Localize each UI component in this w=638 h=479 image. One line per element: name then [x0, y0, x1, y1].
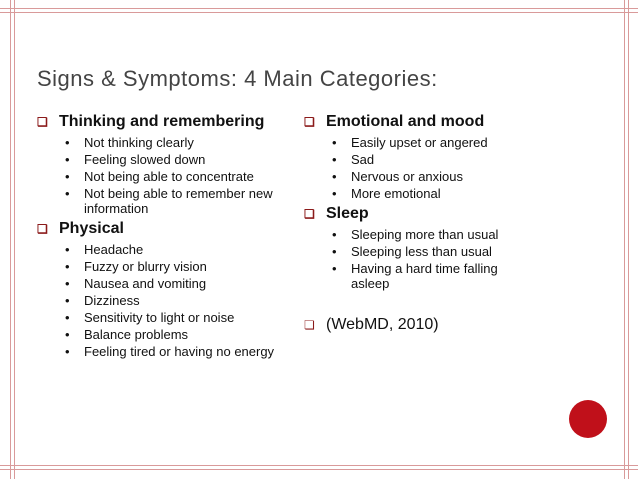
list-item-text: Dizziness — [84, 293, 140, 308]
category-label: Emotional and mood — [326, 113, 485, 130]
bullet-icon: • — [65, 186, 70, 201]
list-item-text: Not being able to remember new information — [84, 186, 273, 216]
list-item — [37, 169, 307, 184]
decorative-red-circle — [569, 400, 607, 438]
bullet-icon: • — [332, 227, 337, 242]
category-label: Sleep — [326, 205, 369, 222]
frame-line-left-outer — [10, 0, 11, 479]
list-item — [304, 261, 531, 291]
category-heading — [37, 112, 307, 131]
list-item — [37, 186, 284, 216]
frame-line-bottom-inner — [0, 469, 638, 470]
slide-title: Signs & Symptoms: 4 Main Categories: — [37, 66, 438, 91]
spacer — [304, 293, 574, 315]
bullet-icon: • — [65, 152, 70, 167]
category-label: Physical — [59, 220, 124, 237]
frame-line-top-outer — [0, 8, 638, 9]
bullet-icon: • — [65, 293, 70, 308]
bullet-icon: • — [65, 344, 70, 359]
left-column — [37, 112, 307, 361]
frame-line-bottom-outer — [0, 465, 638, 466]
list-item-text: Nausea and vomiting — [84, 276, 207, 291]
list-item — [37, 152, 307, 167]
list-item — [37, 344, 279, 359]
list-item — [304, 169, 574, 184]
bullet-icon: • — [332, 261, 337, 276]
list-item-text: Not being able to concentrate — [84, 169, 254, 184]
bullet-icon: • — [65, 310, 70, 325]
list-item — [304, 135, 574, 150]
list-item-text: More emotional — [351, 186, 441, 201]
list-item-text: Having a hard time falling asleep — [351, 261, 498, 291]
frame-line-right-inner — [628, 0, 629, 479]
list-item-text: Sleeping more than usual — [351, 227, 499, 242]
bullet-icon: • — [332, 244, 337, 259]
square-bullet-icon: ❏ — [304, 207, 315, 221]
list-item-text: Feeling tired or having no energy — [84, 344, 275, 359]
list-item-text: Balance problems — [84, 327, 189, 342]
bullet-icon: • — [332, 186, 337, 201]
category-label: Thinking and remembering — [59, 113, 265, 130]
list-item-text: Fuzzy or blurry vision — [84, 259, 207, 274]
list-item — [37, 327, 307, 342]
bullet-icon: • — [65, 276, 70, 291]
list-item — [37, 259, 307, 274]
list-item — [304, 152, 574, 167]
square-bullet-icon: ❏ — [304, 318, 315, 332]
list-item-text: Headache — [84, 242, 144, 257]
category-heading — [37, 219, 307, 238]
list-item — [304, 186, 574, 201]
list-item — [37, 293, 307, 308]
bullet-icon: • — [65, 242, 70, 257]
bullet-icon: • — [65, 327, 70, 342]
list-item — [37, 310, 307, 325]
square-bullet-icon: ❏ — [37, 115, 48, 129]
right-column — [304, 112, 574, 338]
list-item — [37, 242, 307, 257]
frame-line-right-outer — [624, 0, 625, 479]
bullet-icon: • — [332, 152, 337, 167]
bullet-icon: • — [65, 259, 70, 274]
bullet-icon: • — [332, 135, 337, 150]
list-item-text: Not thinking clearly — [84, 135, 194, 150]
square-bullet-icon: ❏ — [304, 115, 315, 129]
category-heading — [304, 204, 574, 223]
citation-text: (WebMD, 2010) — [326, 316, 439, 333]
list-item-text: Sensitivity to light or noise — [84, 310, 235, 325]
list-item-text: Easily upset or angered — [351, 135, 488, 150]
list-item-text: Feeling slowed down — [84, 152, 206, 167]
list-item-text: Sad — [351, 152, 375, 167]
list-item-text: Sleeping less than usual — [351, 244, 492, 259]
list-item — [37, 276, 307, 291]
square-bullet-icon: ❏ — [37, 222, 48, 236]
citation — [304, 315, 574, 334]
frame-line-top-inner — [0, 12, 638, 13]
frame-line-left-inner — [14, 0, 15, 479]
bullet-icon: • — [65, 135, 70, 150]
list-item — [304, 227, 574, 242]
list-item — [37, 135, 307, 150]
bullet-icon: • — [332, 169, 337, 184]
list-item — [304, 244, 574, 259]
category-heading — [304, 112, 574, 131]
list-item-text: Nervous or anxious — [351, 169, 463, 184]
bullet-icon: • — [65, 169, 70, 184]
